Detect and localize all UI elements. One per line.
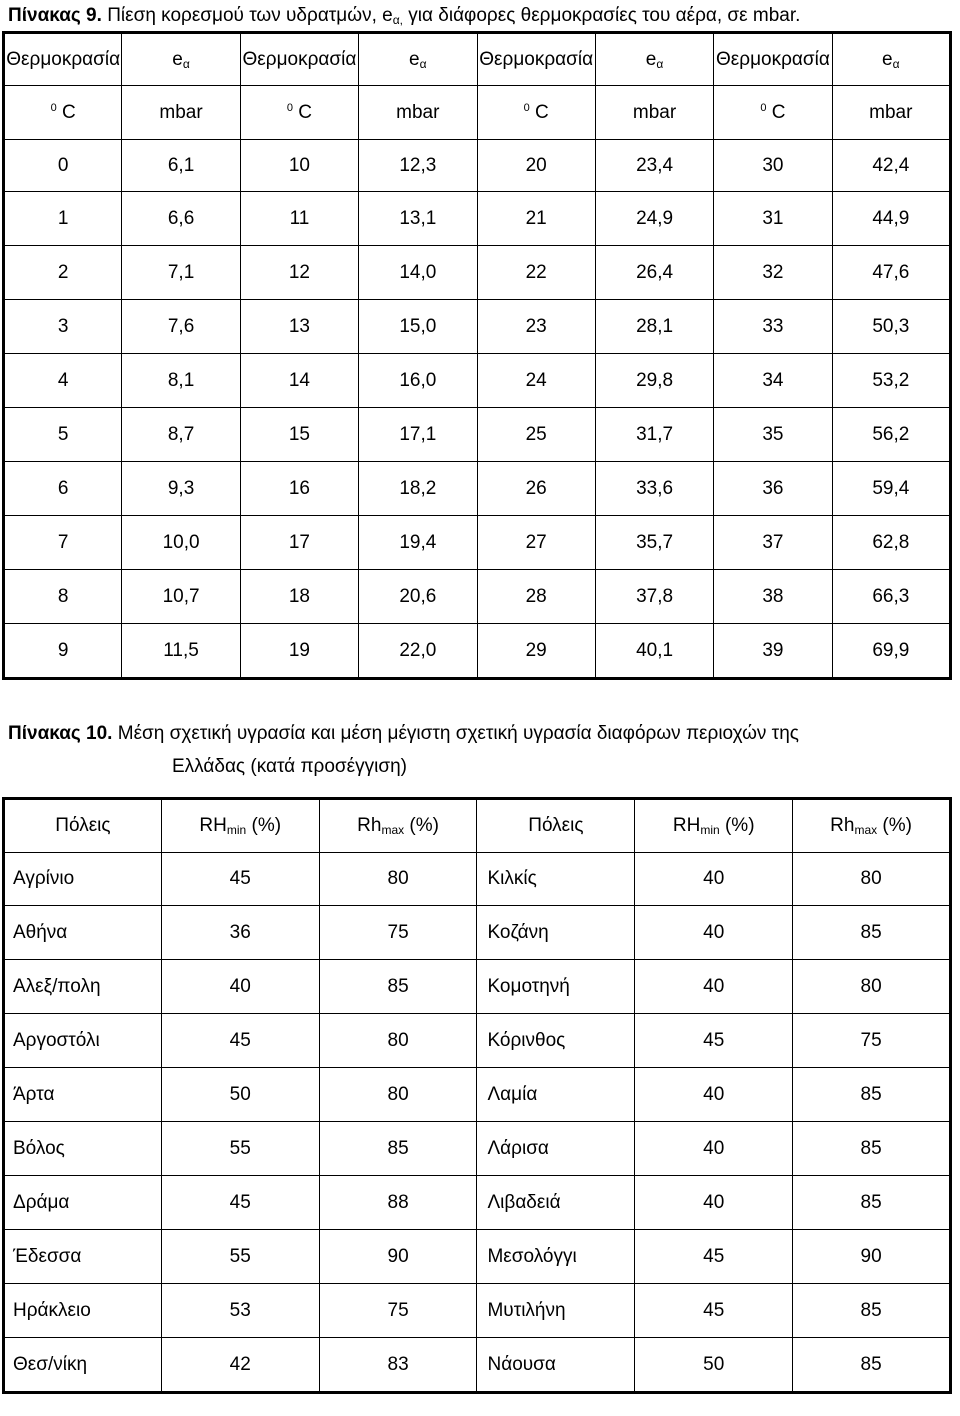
table-row <box>4 1284 951 1338</box>
temperature-cell: 4 <box>4 354 122 408</box>
pressure-cell: 69,9 <box>832 624 950 679</box>
table-row <box>4 516 951 570</box>
city-cell: Αργοστόλι <box>4 1014 162 1068</box>
temperature-cell: 1 <box>4 192 122 246</box>
temperature-cell: 34 <box>714 354 832 408</box>
table10-caption-line2: Ελλάδας (κατά προσέγγιση) <box>172 756 407 777</box>
table-row <box>4 246 951 300</box>
pressure-cell: 66,3 <box>832 570 950 624</box>
pressure-cell: 10,0 <box>122 516 240 570</box>
pressure-cell: 42,4 <box>832 140 950 192</box>
rh-max-cell: 75 <box>319 1284 477 1338</box>
table-row <box>4 1122 951 1176</box>
temperature-cell: 31 <box>714 192 832 246</box>
rh-min-cell: 40 <box>635 906 793 960</box>
pressure-cell: 7,6 <box>122 300 240 354</box>
pressure-cell: 35,7 <box>595 516 713 570</box>
pressure-cell: 31,7 <box>595 408 713 462</box>
temperature-cell: 23 <box>477 300 595 354</box>
table-row <box>4 906 951 960</box>
rh-min-cell: 40 <box>635 1176 793 1230</box>
unit-mbar: mbar <box>359 86 477 140</box>
pressure-cell: 50,3 <box>832 300 950 354</box>
rh-min-cell: 45 <box>635 1014 793 1068</box>
table-row <box>4 960 951 1014</box>
city-cell: Κομοτηνή <box>477 960 635 1014</box>
pressure-cell: 47,6 <box>832 246 950 300</box>
pressure-cell: 13,1 <box>359 192 477 246</box>
header-temperature: Θερμοκρασία <box>240 33 358 86</box>
table9-caption-rest: για διάφορες θερμοκρασίες του αέρα, σε mbar. <box>408 5 801 26</box>
table10-caption <box>8 722 799 746</box>
header-e: $e_\alpha$ <box>359 33 477 86</box>
pressure-cell: 23,4 <box>595 140 713 192</box>
rh-max-cell: 85 <box>793 1338 951 1393</box>
temperature-cell: 14 <box>240 354 358 408</box>
temperature-cell: 7 <box>4 516 122 570</box>
temperature-cell: 3 <box>4 300 122 354</box>
unit-mbar: mbar <box>832 86 950 140</box>
temperature-cell: 2 <box>4 246 122 300</box>
rh-min-cell: 45 <box>635 1230 793 1284</box>
pressure-cell: 62,8 <box>832 516 950 570</box>
rh-max-cell: 90 <box>793 1230 951 1284</box>
temperature-cell: 11 <box>240 192 358 246</box>
rh-min-cell: 40 <box>635 1068 793 1122</box>
rh-max-cell: 80 <box>319 1068 477 1122</box>
temperature-cell: 16 <box>240 462 358 516</box>
header-cities: Πόλεις <box>4 799 162 853</box>
table10-header-row <box>4 799 951 853</box>
pressure-cell: 26,4 <box>595 246 713 300</box>
pressure-cell: 18,2 <box>359 462 477 516</box>
table-row <box>4 1230 951 1284</box>
rh-max-cell: 75 <box>319 906 477 960</box>
pressure-cell: 6,6 <box>122 192 240 246</box>
humidity-table <box>2 797 952 1394</box>
city-cell: Αγρίνιο <box>4 853 162 906</box>
pressure-cell: 53,2 <box>832 354 950 408</box>
rh-max-cell: 80 <box>793 960 951 1014</box>
city-cell: Λιβαδειά <box>477 1176 635 1230</box>
table10-body <box>4 853 951 1393</box>
rh-min-cell: 40 <box>635 1122 793 1176</box>
header-e: $e_\alpha$ <box>122 33 240 86</box>
city-cell: Άρτα <box>4 1068 162 1122</box>
pressure-cell: 37,8 <box>595 570 713 624</box>
header-rh-min: $RH_{min}$ (%) <box>161 799 319 853</box>
header-temperature: Θερμοκρασία <box>477 33 595 86</box>
rh-min-cell: 40 <box>635 853 793 906</box>
city-cell: Κόρινθος <box>477 1014 635 1068</box>
table10-caption-label: Πίνακας 10. <box>8 723 113 744</box>
temperature-cell: 36 <box>714 462 832 516</box>
table-row <box>4 462 951 516</box>
table-row <box>4 192 951 246</box>
rh-max-cell: 88 <box>319 1176 477 1230</box>
temperature-cell: 29 <box>477 624 595 679</box>
table-row <box>4 1014 951 1068</box>
city-cell: Κιλκίς <box>477 853 635 906</box>
pressure-cell: 8,1 <box>122 354 240 408</box>
city-cell: Έδεσσα <box>4 1230 162 1284</box>
temperature-cell: 8 <box>4 570 122 624</box>
table-row <box>4 853 951 906</box>
city-cell: Θεσ/νίκη <box>4 1338 162 1393</box>
pressure-cell: 10,7 <box>122 570 240 624</box>
table-row <box>4 408 951 462</box>
pressure-cell: 28,1 <box>595 300 713 354</box>
rh-max-cell: 85 <box>319 960 477 1014</box>
table-row <box>4 140 951 192</box>
city-cell: Βόλος <box>4 1122 162 1176</box>
saturation-pressure-table <box>2 31 952 680</box>
pressure-cell: 29,8 <box>595 354 713 408</box>
temperature-cell: 9 <box>4 624 122 679</box>
table9-header-row <box>4 33 951 86</box>
temperature-cell: 20 <box>477 140 595 192</box>
temperature-cell: 30 <box>714 140 832 192</box>
rh-min-cell: 36 <box>161 906 319 960</box>
temperature-cell: 24 <box>477 354 595 408</box>
rh-min-cell: 40 <box>635 960 793 1014</box>
header-e: $e_\alpha$ <box>832 33 950 86</box>
pressure-cell: 19,4 <box>359 516 477 570</box>
table9-body <box>4 140 951 679</box>
table-row <box>4 354 951 408</box>
temperature-cell: 28 <box>477 570 595 624</box>
header-e: $e_\alpha$ <box>595 33 713 86</box>
temperature-cell: 37 <box>714 516 832 570</box>
pressure-cell: 44,9 <box>832 192 950 246</box>
rh-max-cell: 85 <box>793 1284 951 1338</box>
unit-mbar: mbar <box>122 86 240 140</box>
header-rh-max: $Rh_{max}$ (%) <box>793 799 951 853</box>
table9-caption-label: Πίνακας 9. <box>8 5 102 26</box>
rh-max-cell: 85 <box>793 906 951 960</box>
temperature-cell: 35 <box>714 408 832 462</box>
rh-max-cell: 90 <box>319 1230 477 1284</box>
pressure-cell: 6,1 <box>122 140 240 192</box>
city-cell: Μυτιλήνη <box>477 1284 635 1338</box>
pressure-cell: 7,1 <box>122 246 240 300</box>
temperature-cell: 26 <box>477 462 595 516</box>
pressure-cell: 11,5 <box>122 624 240 679</box>
pressure-cell: 24,9 <box>595 192 713 246</box>
city-cell: Κοζάνη <box>477 906 635 960</box>
rh-min-cell: 53 <box>161 1284 319 1338</box>
pressure-cell: 33,6 <box>595 462 713 516</box>
table9-unit-row <box>4 86 951 140</box>
table10-caption-text: Μέση σχετική υγρασία και μέση μέγιστη σχετική υγρασία διαφόρων περιοχών της <box>117 723 799 744</box>
pressure-cell: 22,0 <box>359 624 477 679</box>
unit-celsius: $^0$ C <box>477 86 595 140</box>
header-cities: Πόλεις <box>477 799 635 853</box>
table-row <box>4 624 951 679</box>
city-cell: Αθήνα <box>4 906 162 960</box>
temperature-cell: 12 <box>240 246 358 300</box>
unit-mbar: mbar <box>595 86 713 140</box>
rh-min-cell: 55 <box>161 1230 319 1284</box>
temperature-cell: 33 <box>714 300 832 354</box>
rh-min-cell: 45 <box>161 1176 319 1230</box>
rh-max-cell: 85 <box>793 1122 951 1176</box>
temperature-cell: 0 <box>4 140 122 192</box>
temperature-cell: 19 <box>240 624 358 679</box>
rh-min-cell: 40 <box>161 960 319 1014</box>
table-row <box>4 570 951 624</box>
rh-min-cell: 45 <box>161 1014 319 1068</box>
unit-celsius: $^0$ C <box>4 86 122 140</box>
header-temperature: Θερμοκρασία <box>714 33 832 86</box>
rh-min-cell: 55 <box>161 1122 319 1176</box>
rh-max-cell: 85 <box>319 1122 477 1176</box>
pressure-cell: 8,7 <box>122 408 240 462</box>
city-cell: Μεσολόγγι <box>477 1230 635 1284</box>
rh-min-cell: 50 <box>635 1338 793 1393</box>
rh-max-cell: 80 <box>319 1014 477 1068</box>
rh-max-cell: 85 <box>793 1068 951 1122</box>
header-rh-max: $Rh_{max}$ (%) <box>319 799 477 853</box>
city-cell: Ηράκλειο <box>4 1284 162 1338</box>
temperature-cell: 32 <box>714 246 832 300</box>
rh-min-cell: 42 <box>161 1338 319 1393</box>
table9-caption <box>8 4 800 32</box>
temperature-cell: 5 <box>4 408 122 462</box>
table-row <box>4 300 951 354</box>
pressure-cell: 40,1 <box>595 624 713 679</box>
header-temperature: Θερμοκρασία <box>4 33 122 86</box>
city-cell: Λαμία <box>477 1068 635 1122</box>
table-row <box>4 1068 951 1122</box>
temperature-cell: 25 <box>477 408 595 462</box>
table9-caption-text: Πίεση κορεσμού των υδρατμών, e <box>107 5 393 26</box>
city-cell: Δράμα <box>4 1176 162 1230</box>
pressure-cell: 12,3 <box>359 140 477 192</box>
city-cell: Αλεξ/πολη <box>4 960 162 1014</box>
rh-max-cell: 80 <box>319 853 477 906</box>
pressure-cell: 16,0 <box>359 354 477 408</box>
pressure-cell: 17,1 <box>359 408 477 462</box>
pressure-cell: 15,0 <box>359 300 477 354</box>
city-cell: Νάουσα <box>477 1338 635 1393</box>
rh-max-cell: 85 <box>793 1176 951 1230</box>
pressure-cell: 56,2 <box>832 408 950 462</box>
pressure-cell: 20,6 <box>359 570 477 624</box>
unit-celsius: $^0$ C <box>240 86 358 140</box>
rh-min-cell: 45 <box>161 853 319 906</box>
table9-caption-sub: α, <box>392 13 403 27</box>
rh-max-cell: 75 <box>793 1014 951 1068</box>
city-cell: Λάρισα <box>477 1122 635 1176</box>
pressure-cell: 14,0 <box>359 246 477 300</box>
temperature-cell: 6 <box>4 462 122 516</box>
pressure-cell: 9,3 <box>122 462 240 516</box>
temperature-cell: 21 <box>477 192 595 246</box>
unit-celsius: $^0$ C <box>714 86 832 140</box>
table-row <box>4 1338 951 1393</box>
temperature-cell: 39 <box>714 624 832 679</box>
temperature-cell: 22 <box>477 246 595 300</box>
table-row <box>4 1176 951 1230</box>
header-rh-min: $RH_{min}$ (%) <box>635 799 793 853</box>
temperature-cell: 15 <box>240 408 358 462</box>
temperature-cell: 27 <box>477 516 595 570</box>
pressure-cell: 59,4 <box>832 462 950 516</box>
temperature-cell: 10 <box>240 140 358 192</box>
rh-max-cell: 83 <box>319 1338 477 1393</box>
temperature-cell: 17 <box>240 516 358 570</box>
temperature-cell: 13 <box>240 300 358 354</box>
rh-min-cell: 45 <box>635 1284 793 1338</box>
temperature-cell: 18 <box>240 570 358 624</box>
rh-max-cell: 80 <box>793 853 951 906</box>
temperature-cell: 38 <box>714 570 832 624</box>
rh-min-cell: 50 <box>161 1068 319 1122</box>
